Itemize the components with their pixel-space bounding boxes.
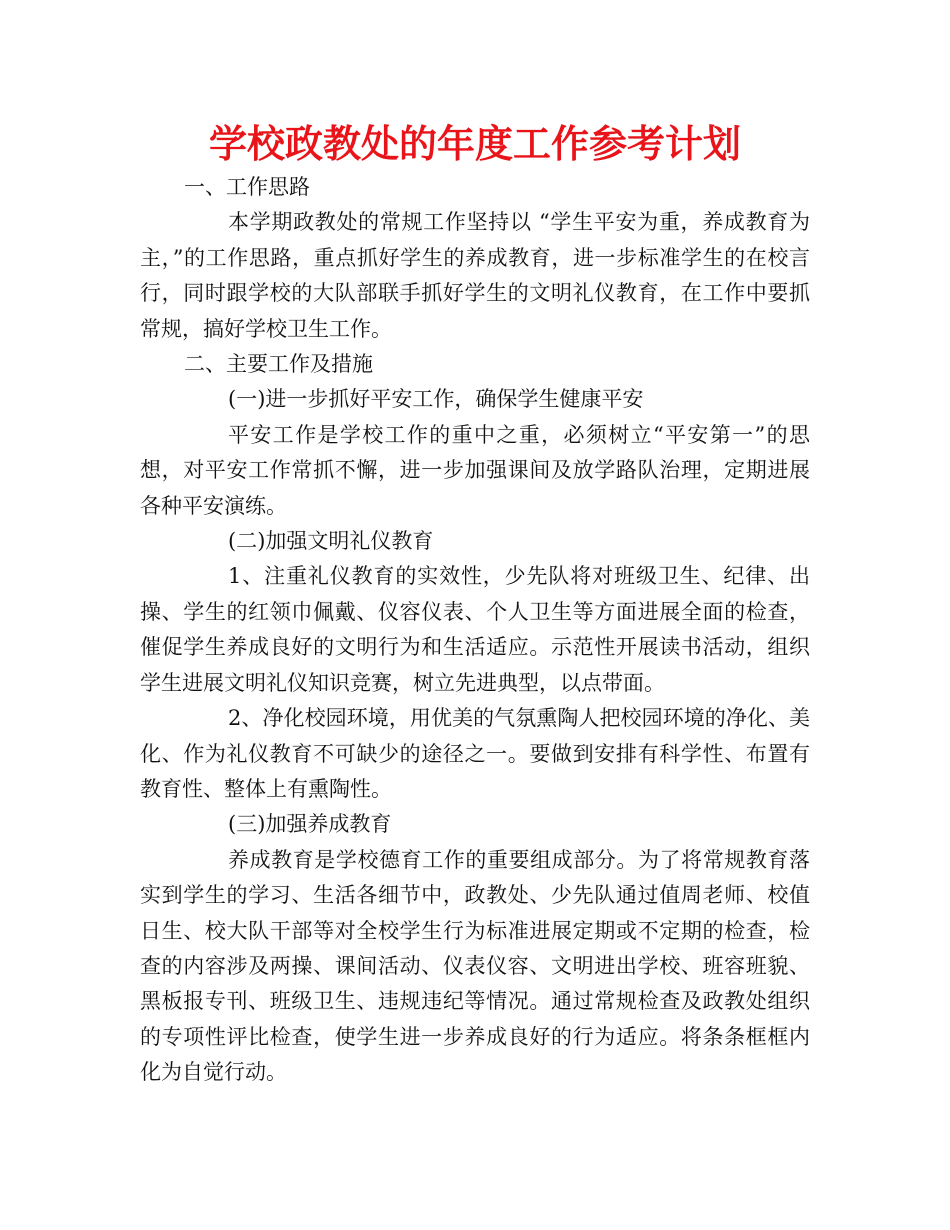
- paragraph-ideas: 本学期政教处的常规工作坚持以 “学生平安为重，养成教育为主，”的工作思路，重点抓好学生的养成教育，进一步标准学生的在校言行，同时跟学校的大队部联手抓好学生的文明礼仪教育，在工作中要抓常规，搞好学校卫生工作。: [140, 210, 810, 341]
- paragraph-habits: 养成教育是学校德育工作的重要组成部分。为了将常规教育落实到学生的学习、生活各细节中，政教处、少先队通过值周老师、校值日生、校大队干部等对全校学生行为标准进展定期或不定期的检查，检查的内容涉及两操、课间活动、仪表仪容、文明进出学校、班容班貌、黑板报专刊、班级卫生、违规违纪等情况。通过常规检查及政教处组织的专项性评比检查，使学生进一步养成良好的行为适应。将条条框框内化为自觉行动。: [140, 847, 810, 1085]
- paragraph-etiquette-1: 1、注重礼仪教育的实效性，少先队将对班级卫生、纪律、出操、学生的红领巾佩戴、仪容仪表、个人卫生等方面进展全面的检查，催促学生养成良好的文明行为和生活适应。示范性开展读书活动，组织学生进展文明礼仪知识竞赛，树立先进典型，以点带面。: [140, 564, 810, 695]
- section-heading-ideas: 一、工作思路: [184, 175, 310, 199]
- paragraph-etiquette-2: 2、净化校园环境，用优美的气氛熏陶人把校园环境的净化、美化、作为礼仪教育不可缺少的途径之一。要做到安排有科学性、布置有教育性、整体上有熏陶性。: [140, 706, 810, 801]
- subsection-heading-etiquette: (二)加强文明礼仪教育: [228, 529, 434, 554]
- document-page: [140, 118, 810, 1091]
- section-heading-measures: 二、主要工作及措施: [184, 352, 373, 377]
- paragraph-safety: 平安工作是学校工作的重中之重，必须树立“平安第一”的思想，对平安工作常抓不懈，进一步加强课间及放学路队治理，定期进展各种平安演练。: [140, 422, 810, 518]
- document-title: 学校政教处的年度工作参考计划: [208, 122, 741, 166]
- subsection-heading-safety: (一)进一步抓好平安工作，确保学生健康平安: [228, 387, 644, 412]
- subsection-heading-habits: (三)加强养成教育: [228, 812, 392, 837]
